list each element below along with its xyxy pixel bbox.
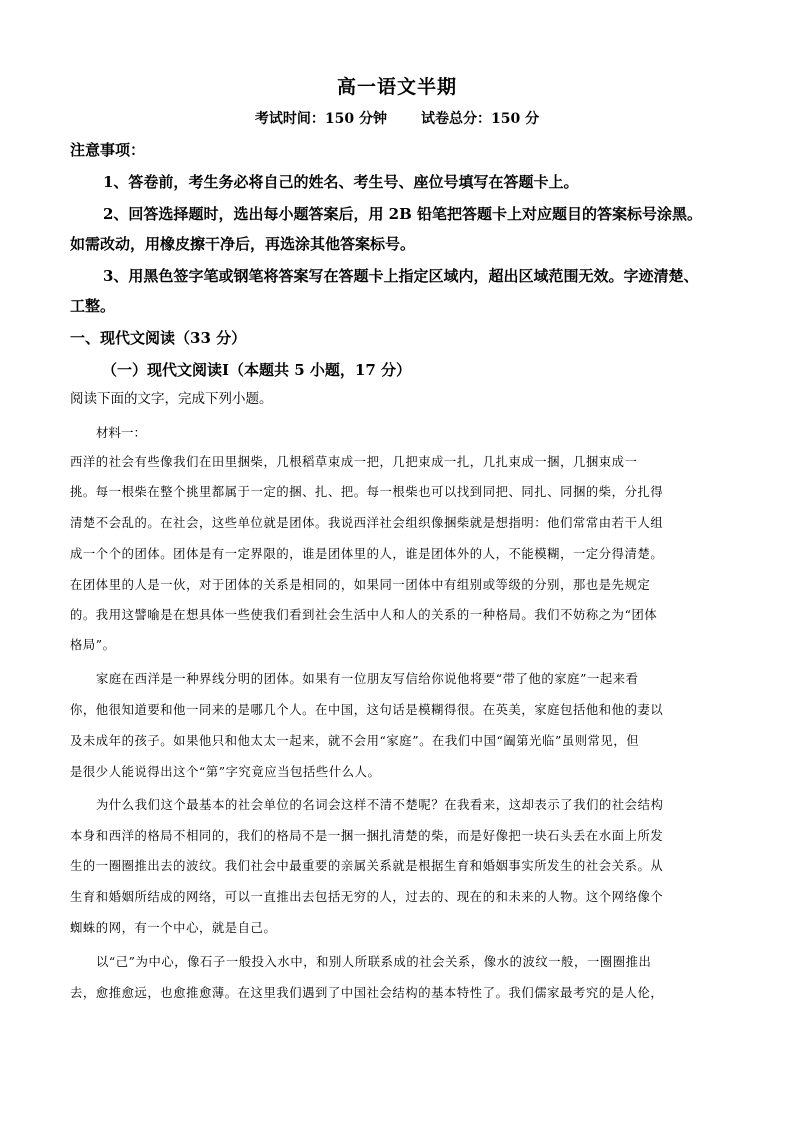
note-item-2-line-1: 2、回答选择题时，选出每小题答案后，用 2B 铅笔把答题卡上对应题目的答案标号涂黑。 xyxy=(103,205,703,223)
subsection-heading: （一）现代文阅读Ⅰ（本题共 5 小题，17 分） xyxy=(102,361,411,379)
note-item-2-line-2: 如需改动，用橡皮擦干净后，再选涂其他答案标号。 xyxy=(70,235,416,253)
passage-line: 在团体里的人是一伙，对于团体的关系是相同的，如果同一团体中有组别或等级的分别，那也是先规定 xyxy=(70,578,651,592)
passage-line: 以“己”为中心，像石子一般投入水中，和别人所联系成的社会关系，像水的波纹一般，一圈圈推出 xyxy=(96,955,652,969)
exam-time: 考试时间：150 分钟 xyxy=(254,111,387,127)
passage-line: 蜘蛛的网，有一个中心，就是自己。 xyxy=(70,921,277,935)
passage-line: 本身和西洋的格局不相同的，我们的格局不是一捆一捆扎清楚的柴，而是好像把一块石头丢在水面上所发 xyxy=(70,829,664,843)
notes-heading: 注意事项： xyxy=(70,141,146,159)
passage-line: 的。我用这譬喻是在想具体一些使我们看到社会生活中人和人的关系的一种格局。我们不妨称之为“团体 xyxy=(70,608,658,622)
note-item-1: 1、答卷前，考生务必将自己的姓名、考生号、座位号填写在答题卡上。 xyxy=(103,173,579,191)
note-item-3-line-1: 3、用黑色签字笔或钢笔将答案写在答题卡上指定区域内，超出区域范围无效。字迹清楚、 xyxy=(103,267,699,285)
page-title: 高一语文半期 xyxy=(336,76,457,98)
section-heading: 一、现代文阅读（33 分） xyxy=(70,329,247,347)
passage-line: 你，他很知道要和他一同来的是哪几个人。在中国，这句话是模糊得很。在英美，家庭包括他和他的妻以 xyxy=(70,703,664,717)
exam-meta xyxy=(0,108,794,128)
passage-line: 清楚不会乱的。在社会，这些单位就是团体。我说西洋社会组织像捆柴就是想指明：他们常常由若干人组 xyxy=(70,516,664,530)
passage-line: 为什么我们这个最基本的社会单位的名词会这样不清不楚呢？在我看来，这却表示了我们的社会结构 xyxy=(96,798,664,812)
passage-line: 家庭在西洋是一种界线分明的团体。如果有一位朋友写信给你说他将要“带了他的家庭”一起来看 xyxy=(96,672,639,686)
passage-line: 生的一圈圈推出去的波纹。我们社会中最重要的亲属关系就是根据生育和婚姻事实所发生的社会关系。从 xyxy=(70,859,664,873)
material-label: 材料一： xyxy=(96,425,147,440)
reading-instruction: 阅读下面的文字，完成下列小题。 xyxy=(70,391,273,407)
passage-line: 挑。每一根柴在整个挑里都属于一定的捆、扎、把。每一根柴也可以找到同把、同扎、同捆的柴，分扎得 xyxy=(70,485,664,499)
exam-total-score: 试卷总分：150 分 xyxy=(421,111,540,127)
passage-line: 成一个个的团体。团体是有一定界限的，谁是团体里的人，谁是团体外的人，不能模糊，一定分得清楚。 xyxy=(70,547,664,561)
passage-line: 是很少人能说得出这个“第”字究竟应当包括些什么人。 xyxy=(70,765,381,779)
passage-line: 去，愈推愈远，也愈推愈薄。在这里我们遇到了中国社会结构的基本特性了。我们儒家最考究的是人伦， xyxy=(70,986,664,1000)
passage-line: 格局”。 xyxy=(70,638,116,652)
passage-line: 及未成年的孩子。如果他只和他太太一起来，就不会用“家庭”。在我们中国“阖第光临”虽则常见，但 xyxy=(70,734,640,748)
passage-line: 生育和婚姻所结成的网络，可以一直推出去包括无穷的人，过去的、现在的和未来的人物。这个网络像个 xyxy=(70,890,664,904)
passage-line: 西洋的社会有些像我们在田里捆柴，几根稻草束成一把，几把束成一扎，几扎束成一捆，几捆束成一 xyxy=(70,455,638,469)
note-item-3-line-2: 工整。 xyxy=(70,297,116,315)
